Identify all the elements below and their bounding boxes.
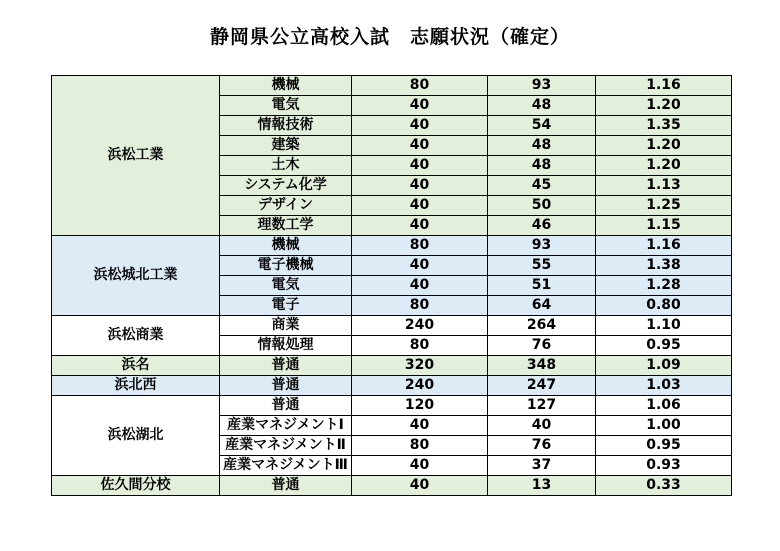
capacity-cell: 40: [352, 136, 488, 156]
capacity-cell: 40: [352, 256, 488, 276]
ratio-cell: 1.25: [596, 196, 732, 216]
applicants-cell: 48: [488, 156, 596, 176]
ratio-cell: 1.28: [596, 276, 732, 296]
capacity-cell: 40: [352, 196, 488, 216]
course-cell: 産業マネジメントⅠ: [220, 416, 352, 436]
school-name-cell: 佐久間分校: [52, 476, 220, 496]
applicants-cell: 348: [488, 356, 596, 376]
applicants-cell: 46: [488, 216, 596, 236]
applicants-cell: 64: [488, 296, 596, 316]
capacity-cell: 40: [352, 96, 488, 116]
ratio-cell: 1.20: [596, 156, 732, 176]
table-row: [52, 476, 732, 496]
table-row: [52, 316, 732, 336]
applicants-cell: 93: [488, 76, 596, 96]
applicants-cell: 45: [488, 176, 596, 196]
course-cell: 機械: [220, 236, 352, 256]
capacity-cell: 80: [352, 236, 488, 256]
applicants-cell: 93: [488, 236, 596, 256]
capacity-cell: 80: [352, 436, 488, 456]
school-name-cell: 浜名: [52, 356, 220, 376]
course-cell: 普通: [220, 356, 352, 376]
capacity-cell: 80: [352, 336, 488, 356]
course-cell: 商業: [220, 316, 352, 336]
capacity-cell: 240: [352, 376, 488, 396]
applicants-cell: 55: [488, 256, 596, 276]
school-name-cell: 浜松湖北: [52, 396, 220, 476]
applicants-cell: 48: [488, 96, 596, 116]
ratio-cell: 1.06: [596, 396, 732, 416]
applicants-cell: 127: [488, 396, 596, 416]
course-cell: 電子: [220, 296, 352, 316]
course-cell: 普通: [220, 376, 352, 396]
ratio-cell: 1.38: [596, 256, 732, 276]
table-row: [52, 396, 732, 416]
course-cell: 普通: [220, 396, 352, 416]
table-row: [52, 236, 732, 256]
capacity-cell: 320: [352, 356, 488, 376]
applicants-cell: 264: [488, 316, 596, 336]
ratio-cell: 1.00: [596, 416, 732, 436]
ratio-cell: 1.10: [596, 316, 732, 336]
course-cell: 産業マネジメントⅡ: [220, 436, 352, 456]
school-name-cell: 浜松城北工業: [52, 236, 220, 316]
ratio-cell: 1.20: [596, 96, 732, 116]
ratio-cell: 0.95: [596, 336, 732, 356]
course-cell: 理数工学: [220, 216, 352, 236]
applicants-cell: 247: [488, 376, 596, 396]
course-cell: 電気: [220, 276, 352, 296]
ratio-cell: 1.09: [596, 356, 732, 376]
school-name-cell: 浜松商業: [52, 316, 220, 356]
capacity-cell: 40: [352, 276, 488, 296]
school-name-cell: 浜北西: [52, 376, 220, 396]
ratio-cell: 1.16: [596, 236, 732, 256]
capacity-cell: 80: [352, 76, 488, 96]
table-row: [52, 76, 732, 96]
capacity-cell: 40: [352, 176, 488, 196]
ratio-cell: 0.93: [596, 456, 732, 476]
applicants-cell: 54: [488, 116, 596, 136]
ratio-cell: 1.13: [596, 176, 732, 196]
course-cell: デザイン: [220, 196, 352, 216]
school-name-cell: 浜松工業: [52, 76, 220, 236]
course-cell: 電子機械: [220, 256, 352, 276]
applicants-cell: 48: [488, 136, 596, 156]
course-cell: 電気: [220, 96, 352, 116]
ratio-cell: 1.35: [596, 116, 732, 136]
capacity-cell: 40: [352, 216, 488, 236]
applicants-cell: 37: [488, 456, 596, 476]
capacity-cell: 40: [352, 456, 488, 476]
ratio-cell: 1.15: [596, 216, 732, 236]
table-row: [52, 376, 732, 396]
applicants-cell: 13: [488, 476, 596, 496]
ratio-cell: 1.16: [596, 76, 732, 96]
applicants-cell: 76: [488, 336, 596, 356]
course-cell: 機械: [220, 76, 352, 96]
ratio-cell: 1.20: [596, 136, 732, 156]
course-cell: 建築: [220, 136, 352, 156]
course-cell: 情報技術: [220, 116, 352, 136]
capacity-cell: 240: [352, 316, 488, 336]
capacity-cell: 120: [352, 396, 488, 416]
page-title: 静岡県公立高校入試 志願状況（確定）: [209, 26, 570, 48]
capacity-cell: 80: [352, 296, 488, 316]
ratio-cell: 0.33: [596, 476, 732, 496]
capacity-cell: 40: [352, 156, 488, 176]
course-cell: 情報処理: [220, 336, 352, 356]
table-body: [52, 76, 732, 496]
capacity-cell: 40: [352, 116, 488, 136]
course-cell: システム化学: [220, 176, 352, 196]
capacity-cell: 40: [352, 416, 488, 436]
capacity-cell: 40: [352, 476, 488, 496]
application-status-table: [51, 75, 732, 496]
ratio-cell: 1.03: [596, 376, 732, 396]
applicants-cell: 76: [488, 436, 596, 456]
ratio-cell: 0.95: [596, 436, 732, 456]
table-row: [52, 356, 732, 376]
applicants-cell: 50: [488, 196, 596, 216]
course-cell: 土木: [220, 156, 352, 176]
course-cell: 産業マネジメントⅢ: [220, 456, 352, 476]
applicants-cell: 40: [488, 416, 596, 436]
applicants-cell: 51: [488, 276, 596, 296]
course-cell: 普通: [220, 476, 352, 496]
ratio-cell: 0.80: [596, 296, 732, 316]
